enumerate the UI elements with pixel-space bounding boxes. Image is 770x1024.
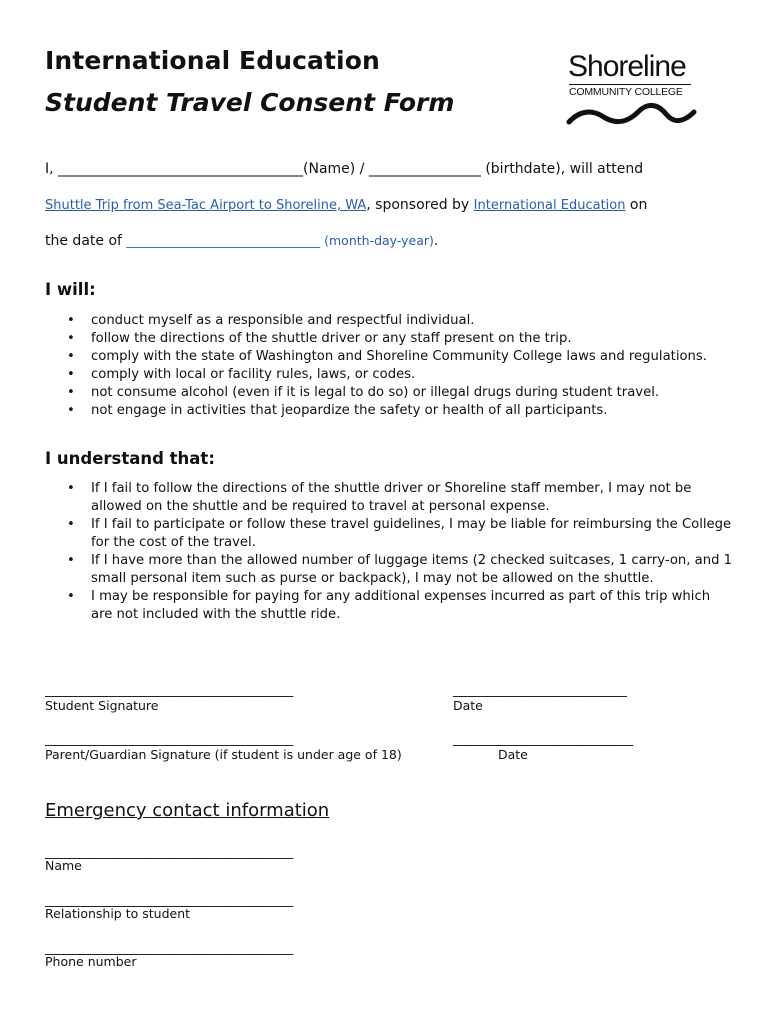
list-item-text: not engage in activities that jeopardize the safety or health of all participants.: [91, 403, 608, 418]
student-date-label: Date: [453, 698, 483, 713]
list-item: [45, 552, 735, 588]
student-date-line[interactable]: ____________________________: [453, 683, 627, 698]
intro-prefix: I,: [45, 161, 59, 177]
bullet-icon: •: [67, 481, 75, 496]
list-item-text: If I have more than the allowed number of luggage items (2 checked suitcases, 1 carry-on, and 1 small personal item such as purse or backpack), I may not be allowed on the shuttle.: [91, 553, 733, 586]
trip-link[interactable]: Shuttle Trip from Sea-Tac Airport to Shoreline, WA: [45, 198, 367, 213]
list-item: [45, 366, 735, 384]
period: .: [433, 233, 439, 249]
parent-signature-label: Parent/Guardian Signature (if student is under age of 18): [45, 747, 402, 762]
parent-signature-line[interactable]: ________________________________________: [45, 732, 294, 747]
bullet-icon: •: [67, 349, 75, 364]
logo-subtitle: COMMUNITY COLLEGE: [569, 86, 683, 98]
form-title: Student Travel Consent Form: [45, 88, 455, 117]
bullet-icon: •: [67, 385, 75, 400]
list-item-text: conduct myself as a responsible and respectful individual.: [91, 313, 475, 328]
parent-date-label: Date: [498, 747, 528, 762]
date-prefix: the date of: [45, 233, 127, 249]
list-item: [45, 402, 735, 420]
sponsored-by-text: , sponsored by: [366, 197, 474, 213]
list-item-text: If I fail to participate or follow these travel guidelines, I may be liable for reimbursing the College for the cost of the travel.: [91, 517, 732, 550]
name-blank[interactable]: ___________________________________: [58, 161, 304, 177]
emergency-relationship-label: Relationship to student: [45, 906, 191, 921]
emergency-phone-line[interactable]: ________________________________________: [45, 941, 294, 956]
intro-line-1: [45, 161, 643, 177]
list-item: [45, 312, 735, 330]
will-list: [45, 312, 735, 420]
emergency-name-label: Name: [45, 858, 82, 873]
bullet-icon: •: [67, 403, 75, 418]
birthdate-label: (birthdate), will attend: [480, 161, 644, 177]
wave-icon: [566, 98, 698, 128]
on-text: on: [625, 197, 648, 213]
logo-rule: [569, 84, 691, 85]
intro-line-3: [45, 233, 438, 249]
list-item-text: I may be responsible for paying for any additional expenses incurred as part of this trip which are not included with the shuttle ride.: [91, 589, 711, 622]
student-signature-line[interactable]: ________________________________________: [45, 683, 294, 698]
list-item: [45, 384, 735, 402]
date-hint: (month-day-year): [320, 233, 434, 248]
emergency-heading: Emergency contact information: [45, 800, 330, 821]
bullet-icon: •: [67, 517, 75, 532]
list-item-text: follow the directions of the shuttle driver or any staff present on the trip.: [91, 331, 572, 346]
list-item-text: comply with the state of Washington and Shoreline Community College laws and regulations.: [91, 349, 707, 364]
parent-date-line[interactable]: _____________________________: [453, 732, 633, 747]
list-item: [45, 348, 735, 366]
emergency-name-line[interactable]: ________________________________________: [45, 845, 294, 860]
emergency-relationship-line[interactable]: ________________________________________: [45, 893, 294, 908]
emergency-phone-label: Phone number: [45, 954, 137, 969]
understand-heading: I understand that:: [45, 449, 215, 468]
list-item-text: If I fail to follow the directions of the shuttle driver or Shoreline staff member, I may not be allowed on the shuttle and be required to travel at personal expense.: [91, 481, 692, 514]
list-item: [45, 516, 735, 552]
list-item-text: not consume alcohol (even if it is legal to do so) or illegal drugs during student travel.: [91, 385, 660, 400]
bullet-icon: •: [67, 313, 75, 328]
list-item: [45, 330, 735, 348]
intro-line-2: [45, 197, 647, 213]
list-item: [45, 480, 735, 516]
page-title: International Education: [45, 46, 380, 75]
student-signature-label: Student Signature: [45, 698, 159, 713]
bullet-icon: •: [67, 331, 75, 346]
shoreline-logo: [566, 50, 706, 130]
sponsor-link[interactable]: International Education: [473, 198, 626, 213]
list-item: [45, 588, 735, 624]
bullet-icon: •: [67, 553, 75, 568]
list-item-text: comply with local or facility rules, laws, or codes.: [91, 367, 416, 382]
date-blank[interactable]: _______________________________: [126, 233, 321, 248]
understand-list: [45, 480, 735, 624]
bullet-icon: •: [67, 589, 75, 604]
birthdate-blank[interactable]: ________________: [368, 161, 481, 177]
name-label: (Name) /: [303, 161, 369, 177]
bullet-icon: •: [67, 367, 75, 382]
logo-wordmark: Shoreline: [568, 50, 686, 83]
will-heading: I will:: [45, 280, 96, 299]
